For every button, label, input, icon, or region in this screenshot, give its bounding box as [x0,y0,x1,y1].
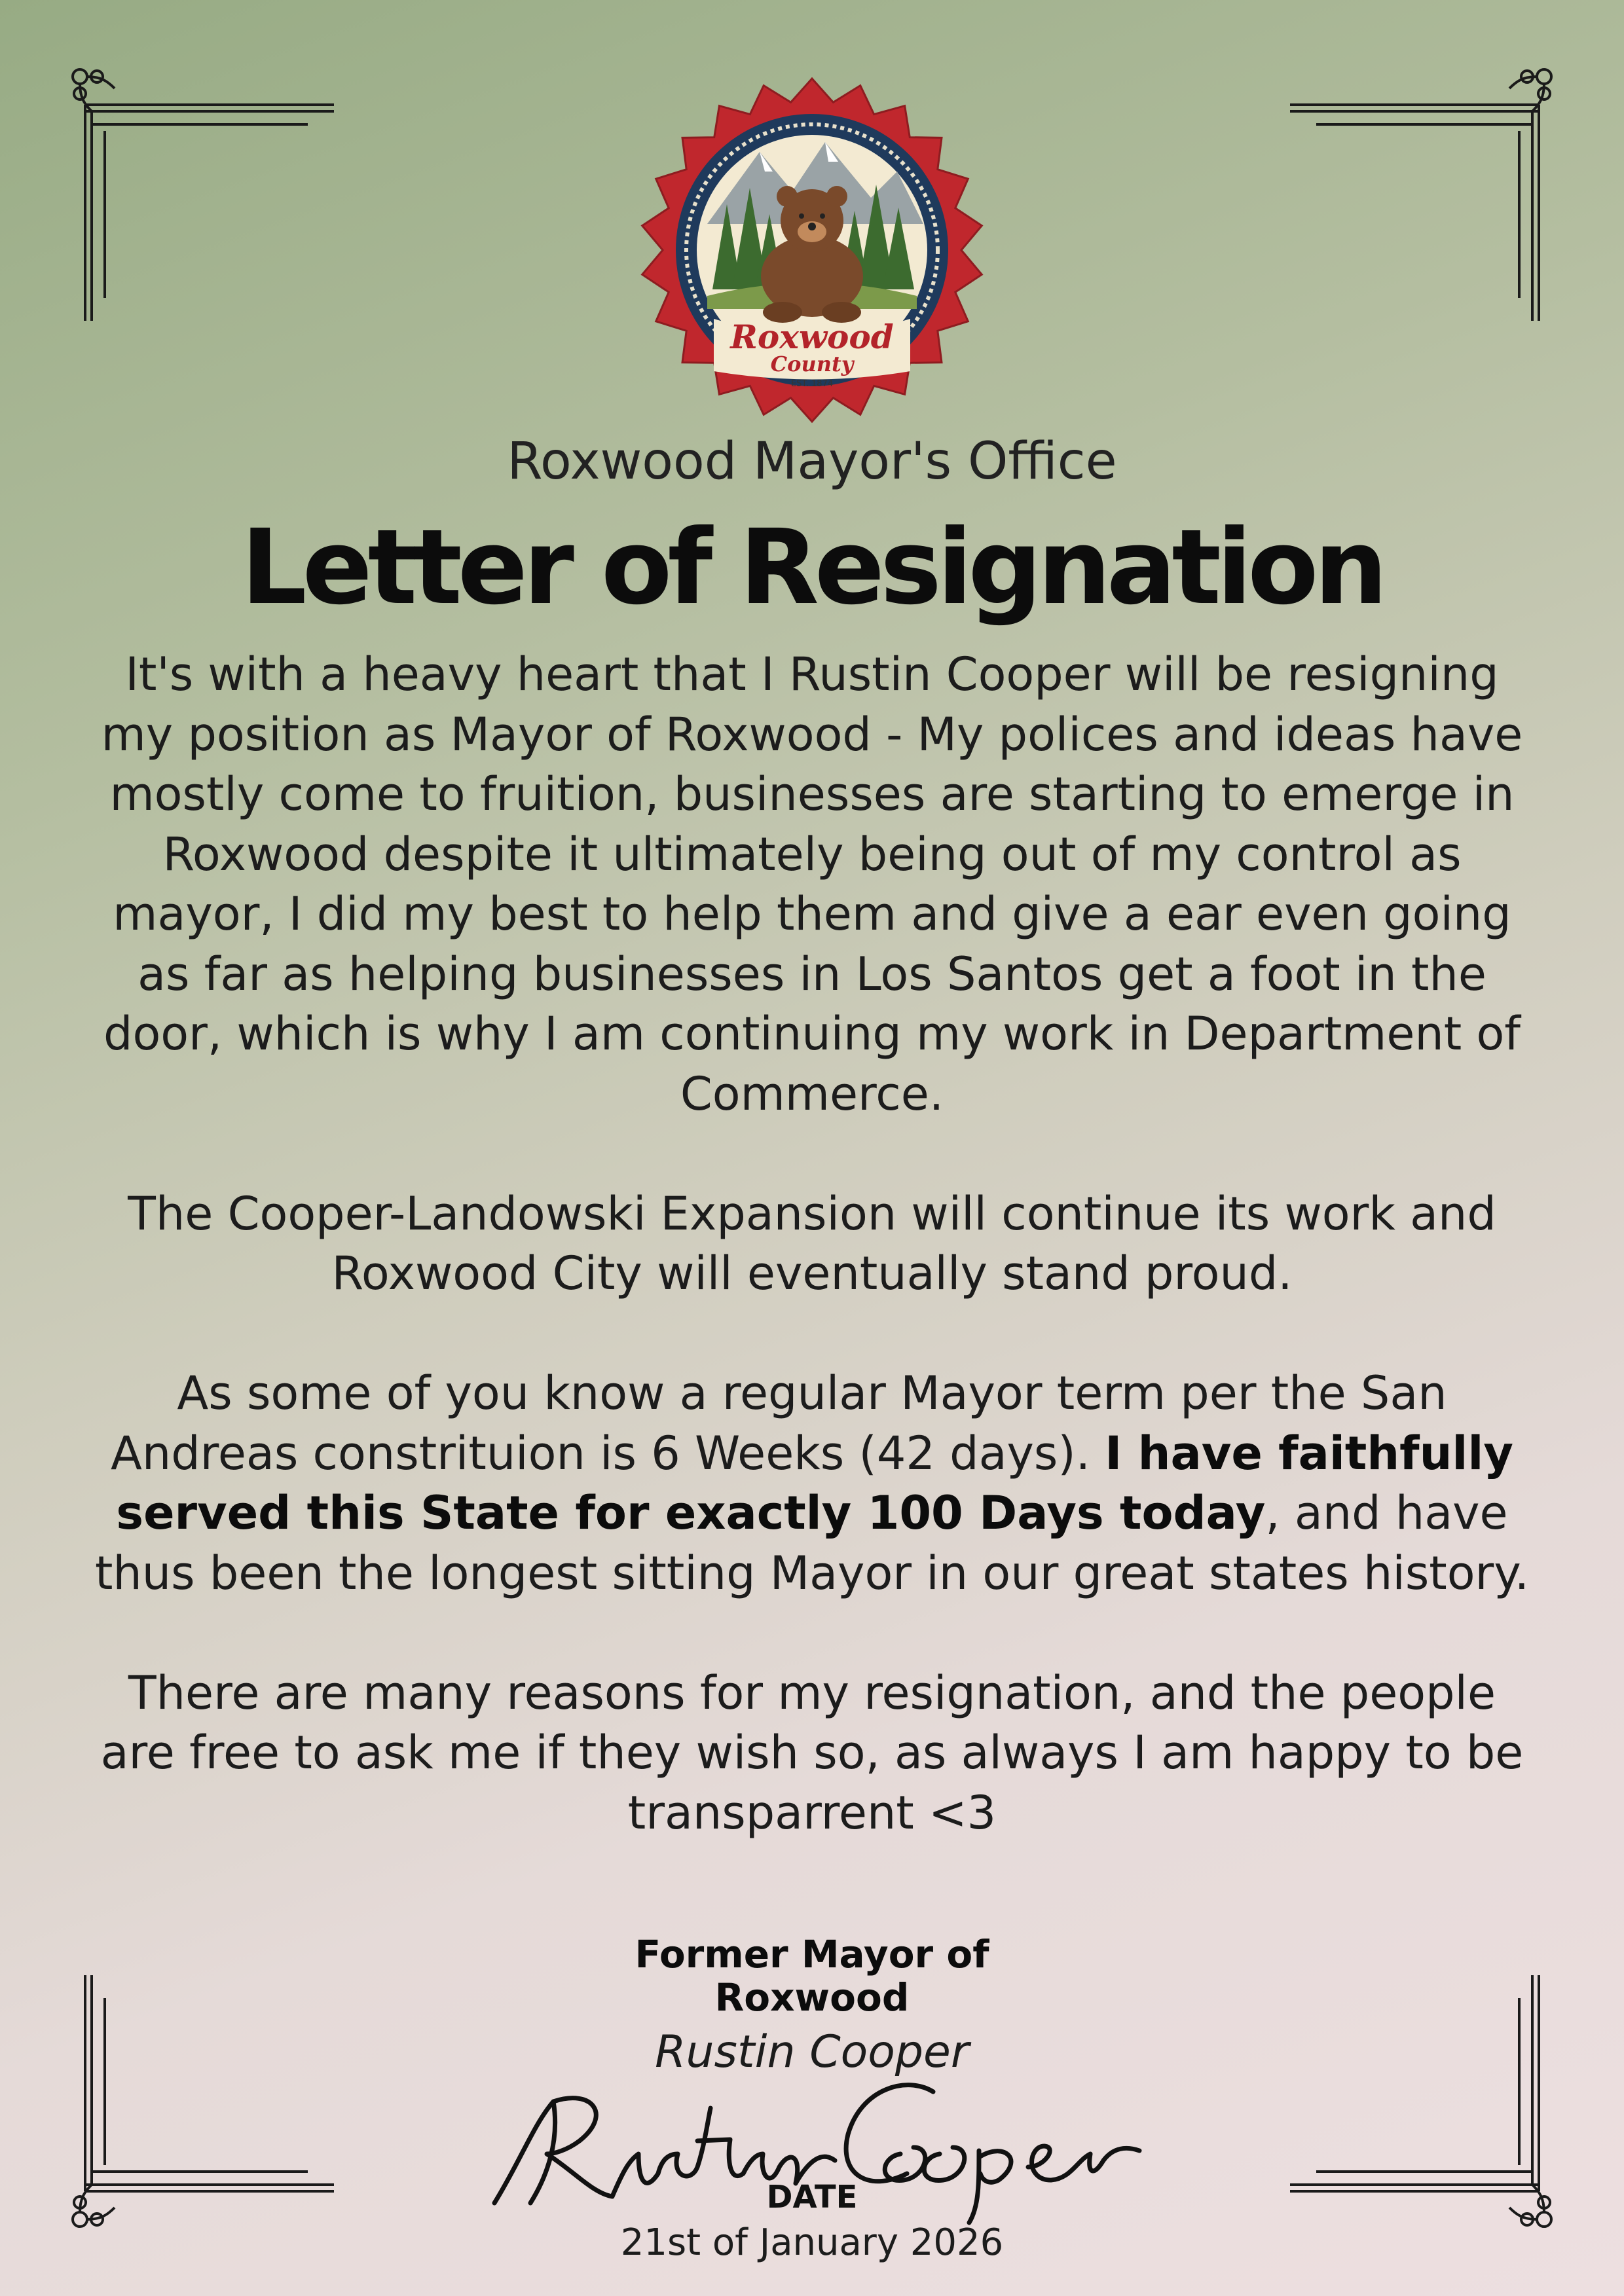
corner-ornament-top-left [65,62,341,337]
paragraph-2: The Cooper-Landowski Expansion will continue its work and Roxwood City will eventually stand proud. [128,1186,1496,1300]
seal-established: EST. 1874 [790,379,834,389]
paragraph-4: There are many reasons for my resignation, and the people are free to ask me if they wish so, as always I am happy to be transparrent <3 [100,1666,1524,1840]
signoff-title-line2: Roxwood [714,1975,910,2020]
letter-title: Letter of Resignation [240,507,1384,628]
date-label: DATE [766,2179,858,2215]
seal-text-line2: County [770,352,854,376]
letter-body [85,645,1539,1843]
signoff-title [0,1933,1624,2019]
county-seal-logo [635,73,989,427]
paragraph-3-start: As some of you know a regular Mayor term per the San Andreas constrituion is 6 Weeks (42 days). [110,1366,1447,1480]
corner-ornament-top-right [1283,62,1559,337]
paragraph-3-emphasis: I have faithfully served this State for exactly 100 Days today [116,1426,1514,1540]
paragraph-1: It's with a heavy heart that I Rustin Cooper will be resigning my position as Mayor of Roxwood - My polices and ideas have mostly come to fruition, businesses are starting to emerge in Roxwood despite it ultimately being out of my control as mayor, I did my best to help them and give a ear even going as far as helping businesses in Los Santos get a foot in the door, which is why I am continuing my work in Department of Commerce. [101,647,1523,1121]
paragraph-3-end: , and have thus been the longest sitting Mayor in our great states history. [94,1486,1530,1600]
office-heading: Roxwood Mayor's Office [507,432,1117,491]
paragraph-3 [85,1364,1539,1603]
seal-text-line1: Roxwood [730,318,894,356]
signoff-title-line1: Former Mayor of [635,1932,989,1977]
signoff-name: Rustin Cooper [655,2026,969,2078]
date-value: 21st of January 2026 [620,2221,1004,2264]
